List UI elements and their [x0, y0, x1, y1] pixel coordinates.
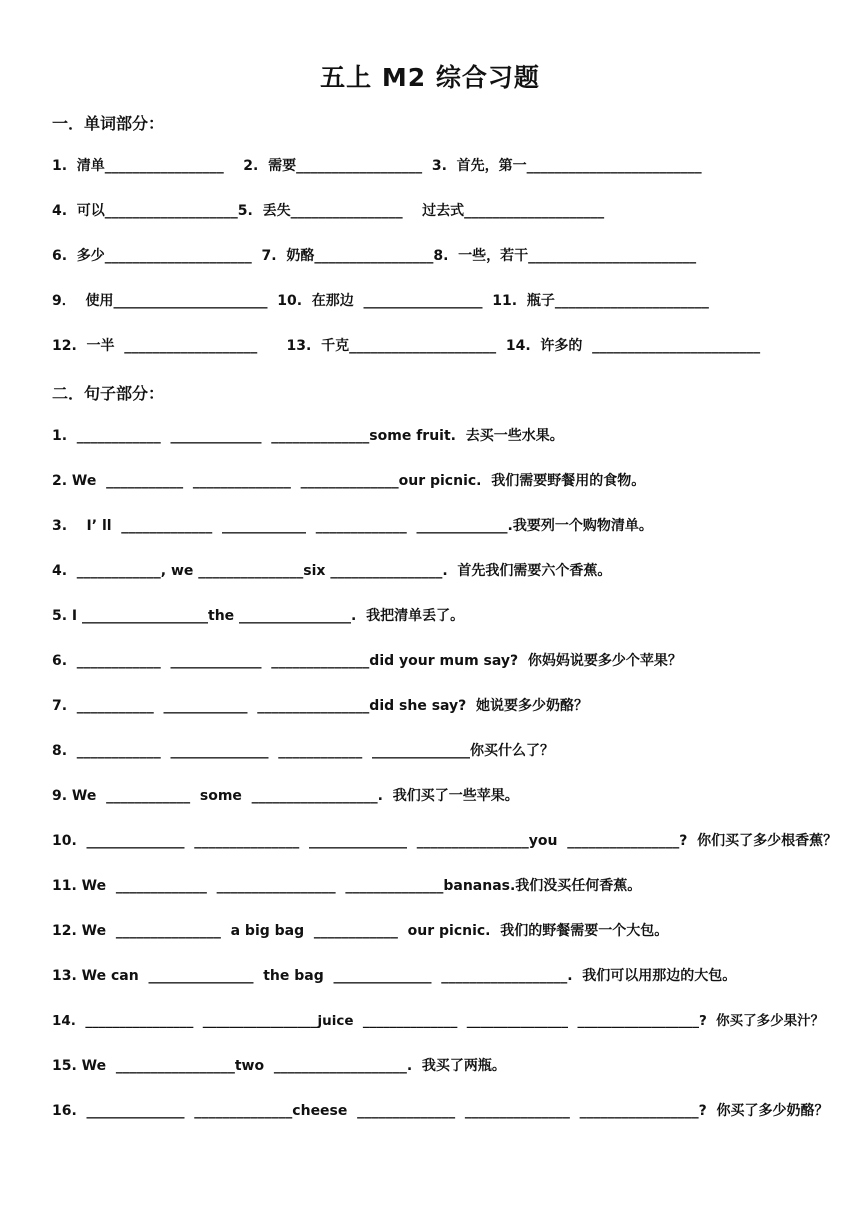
sentence-line-13: 13. We can _______________ the bag ______________ __________________. 我们可以用那边的大包。 [52, 968, 737, 984]
sentence-line-12: 12. We _______________ a big bag ____________ our picnic. 我们的野餐需要一个大包。 [52, 923, 669, 939]
sentence-line-6: 6. ____________ _____________ ______________did your mum say? 你妈妈说要多少个苹果？ [52, 653, 682, 669]
sentence-line-5: 5. I __________________the ________________. 我把清单丢了。 [52, 608, 465, 624]
sentence-line-9: 9. We ____________ some __________________. 我们买了一些苹果。 [52, 788, 519, 804]
sentence-line-7: 7. ___________ ____________ ________________did she say? 她说要多少奶酪？ [52, 698, 589, 714]
sentence-line-10: 10. ______________ _______________ ______________ ________________you ________________? 你们买了多少根香蕉？ [52, 833, 838, 849]
sentence-line-11: 11. We _____________ _________________ ______________bananas.我们没买任何香蕉。 [52, 878, 642, 894]
sentence-line-4: 4. ____________, we _______________six ________________. 首先我们需要六个香蕉。 [52, 563, 612, 579]
sentence-line-1: 1. ____________ _____________ ______________some fruit. 去买一些水果。 [52, 428, 564, 444]
sentence-line-16: 16. ______________ ______________cheese ______________ _______________ _________________? 你买了多少奶酪？ [52, 1103, 829, 1119]
sentence-line-14: 14. ________________ _________________juice ______________ _______________ __________________? 你买了多少果汁？ [52, 1013, 825, 1029]
sentence-section-heading: 二．句子部分： [52, 384, 165, 403]
vocabulary-line-2: 4. 可以___________________5. 丢失________________ 过去式____________________ [52, 203, 605, 219]
vocabulary-line-1: 1. 清单_________________ 2. 需要__________________ 3. 首先，第一_________________________ [52, 158, 702, 174]
sentence-line-3: 3. I’ ll _____________ ____________ _____________ _____________.我要列一个购物清单。 [52, 518, 653, 534]
vocabulary-section-heading: 一．单词部分： [52, 114, 165, 133]
vocabulary-line-5: 12. 一半 ___________________ 13. 千克_____________________ 14. 许多的 ________________________ [52, 338, 761, 354]
sentence-line-8: 8. ____________ ______________ ____________ ______________你买什么了？ [52, 743, 555, 759]
sentence-line-2: 2. We ___________ ______________ ______________our picnic. 我们需要野餐用的食物。 [52, 473, 646, 489]
vocabulary-line-4: 9． 使用______________________ 10. 在那边 _________________ 11. 瓶子______________________ [52, 293, 709, 309]
page-title: 五上 M2 综合习题 [320, 63, 540, 92]
vocabulary-line-3: 6. 多少_____________________ 7. 奶酪_________________8. 一些，若干________________________ [52, 248, 697, 264]
sentence-line-15: 15. We _________________two ___________________. 我买了两瓶。 [52, 1058, 506, 1074]
